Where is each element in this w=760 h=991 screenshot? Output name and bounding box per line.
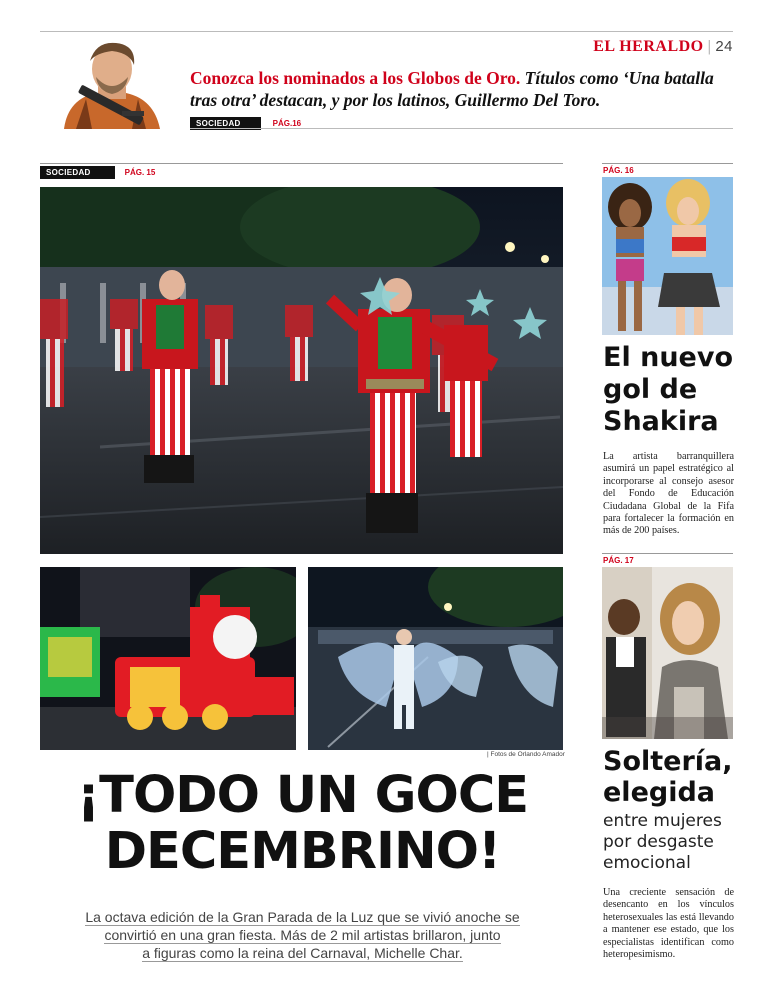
main-page-ref[interactable]: PÁG. 15 <box>124 168 156 177</box>
story1-headline-line1: El nuevo <box>603 342 734 373</box>
masthead <box>593 38 733 56</box>
story2-page-ref[interactable]: PÁG. 17 <box>603 556 634 565</box>
masthead-separator: | <box>707 38 712 55</box>
teaser-section-tag: SOCIEDAD <box>190 117 261 130</box>
story2-sub-line1: entre mujeres <box>603 811 722 831</box>
story1-page-ref[interactable]: PÁG. 16 <box>603 166 634 175</box>
story2-headline[interactable] <box>603 746 738 808</box>
deck-line2: convirtió en una gran fiesta. Más de 2 mil artistas brillaron, junto <box>104 927 501 943</box>
teaser-body: Títulos como ‘Una batalla tras otra’ destacan, y por los latinos, Guillermo Del Toro. <box>190 68 714 110</box>
photo-credit: | Fotos de Orlando Amador <box>487 751 565 758</box>
lead-photo-parade-skaters[interactable] <box>40 187 563 554</box>
story2-headline-line2: elegida <box>603 777 716 808</box>
teaser-photo-actor[interactable] <box>46 37 178 129</box>
story2-headline-line1: Soltería, <box>603 746 733 777</box>
story2-photo-woman[interactable] <box>602 567 733 739</box>
main-rule <box>40 163 563 164</box>
teaser-page-ref[interactable]: PÁG.16 <box>272 119 302 128</box>
story1-photo-shakira[interactable] <box>602 177 733 335</box>
deck-line1: La octava edición de la Gran Parada de la Luz que se vivió anoche se <box>85 909 520 925</box>
main-headline[interactable] <box>40 768 565 880</box>
story1-body: La artista barranquillera asumirá un papel estratégico al incorporarse al consejo asesor del Fondo de Educación Ciudadana Global de la Fifa para fortalecer la formación en más de 200 países. <box>603 451 734 537</box>
main-headline-line2: DECEMBRINO! <box>104 822 501 881</box>
teaser-text[interactable] <box>190 67 730 111</box>
top-rule <box>40 31 733 32</box>
photo-train-float[interactable] <box>40 567 296 750</box>
main-deck <box>60 908 545 962</box>
story2-sub-line2: por desgaste <box>603 832 714 852</box>
teaser-headline: Conozca los nominados a los Globos de Oro. <box>190 68 521 88</box>
main-section-tag: SOCIEDAD <box>40 166 115 179</box>
deck-line3: a figuras como la reina del Carnaval, Michelle Char. <box>142 945 463 961</box>
story1-headline[interactable] <box>603 342 738 438</box>
page-number: 24 <box>715 38 733 55</box>
teaser-rule <box>190 128 733 129</box>
story1-headline-line3: Shakira <box>603 406 719 437</box>
sidebar-rule-2 <box>602 553 733 554</box>
photo-angel-dancers[interactable] <box>308 567 563 750</box>
story2-subhead <box>603 811 738 874</box>
main-tags <box>40 166 155 179</box>
story2-sub-line3: emocional <box>603 853 691 873</box>
main-headline-line1: ¡TODO UN GOCE <box>76 766 529 825</box>
masthead-name: EL HERALDO <box>593 38 704 55</box>
story1-headline-line2: gol de <box>603 374 698 405</box>
story2-body: Una creciente sensación de desencanto en los vínculos heterosexuales las está llevando a mantener ese estado, que los especialistas identifican como heteropesimismo. <box>603 887 734 961</box>
sidebar-rule-1 <box>602 163 733 164</box>
